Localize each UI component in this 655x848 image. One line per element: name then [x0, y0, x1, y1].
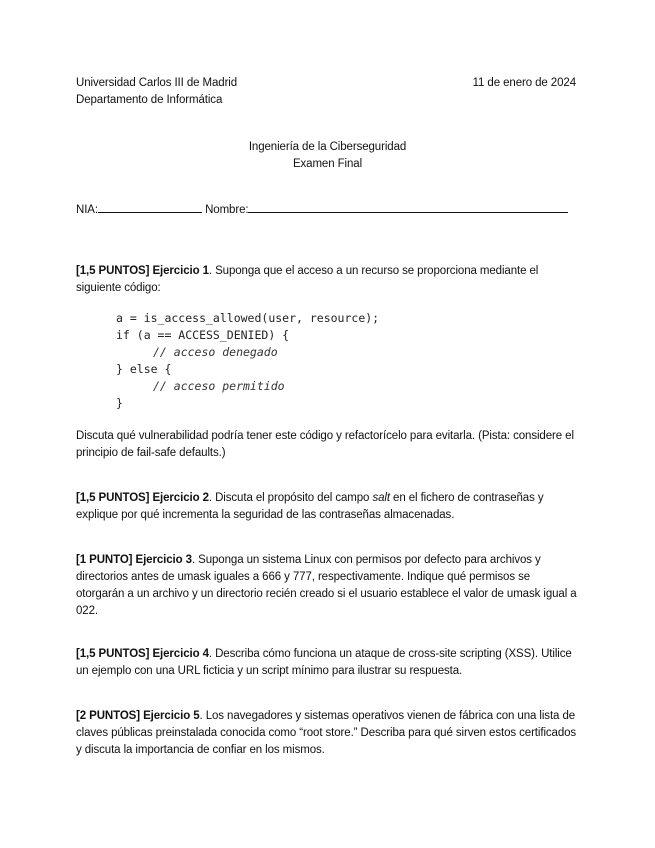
- exercise-5-points: [2 PUNTOS]: [76, 710, 140, 722]
- exercise-1-followup: Discuta qué vulnerabilidad podría tener este código y refactorícelo para evitarla. (Pista: considere el principio de fail-safe defaults.): [76, 430, 574, 459]
- exercise-2-text-after: en el fichero de contraseñas y explique por qué incrementa la seguridad de las contraseñas almacenadas.: [76, 492, 544, 521]
- exercise-3-label: Ejercicio 3: [135, 554, 192, 566]
- header-left: [76, 75, 237, 109]
- code-line-2: if (a == ACCESS_DENIED) {: [116, 328, 290, 342]
- exercise-4-label: Ejercicio 4: [152, 648, 209, 660]
- exercise-1-label: Ejercicio 1: [152, 265, 209, 277]
- university-name: Universidad Carlos III de Madrid: [76, 77, 238, 89]
- exercise-5-label: Ejercicio 5: [143, 710, 200, 722]
- exercise-2-points: [1,5 PUNTOS]: [76, 492, 150, 504]
- name-label: Nombre:: [205, 204, 249, 216]
- nia-blank: [98, 201, 202, 213]
- code-line-6: }: [116, 396, 123, 410]
- exercise-4-points: [1,5 PUNTOS]: [76, 648, 150, 660]
- exercise-5: [76, 708, 581, 759]
- exercise-4-text: . Describa cómo funciona un ataque de cross-site scripting (XSS). Utilice un ejemplo con una URL ficticia y un script mínimo para ilustrar su respuesta.: [76, 648, 572, 677]
- nia-label: NIA:: [76, 204, 98, 216]
- code-line-1: a = is_access_allowed(user, resource);: [116, 311, 380, 325]
- code-line-3: // acceso denegado: [153, 345, 278, 359]
- exercise-4: [76, 646, 581, 680]
- exercise-2-italic: salt: [372, 492, 390, 504]
- department-name: Departamento de Informática: [76, 94, 223, 106]
- exam-date: 11 de enero de 2024: [472, 77, 576, 89]
- title-block: [0, 139, 655, 173]
- exercise-2: [76, 490, 581, 524]
- exercise-3-text: . Suponga un sistema Linux con permisos por defecto para archivos y directorios antes de umask iguales a 666 y 777, respectivamente. Indique qué permisos se otorgarán a un archivo y un directorio recién creado si el usuario establece el valor de umask igual a 022.: [76, 554, 577, 617]
- code-line-5: // acceso permitido: [153, 379, 285, 393]
- course-title: Ingeniería de la Ciberseguridad: [248, 141, 407, 153]
- exam-title: Examen Final: [292, 158, 363, 170]
- exercise-2-label: Ejercicio 2: [152, 492, 209, 504]
- exercise-2-text-before: . Discuta el propósito del campo: [208, 492, 373, 504]
- exercise-5-text: . Los navegadores y sistemas operativos vienen de fábrica con una lista de claves públicas preinstalada conocida como “root store.” Describa para qué sirven estos certificados y discuta la importancia de confiar en los mismos.: [76, 710, 577, 756]
- code-block: [116, 310, 379, 412]
- exercise-1-points: [1,5 PUNTOS]: [76, 265, 150, 277]
- exercise-3-points: [1 PUNTO]: [76, 554, 133, 566]
- code-line-4: } else {: [116, 362, 172, 376]
- identification-line: [76, 201, 568, 219]
- exercise-1-text: . Suponga que el acceso a un recurso se proporciona mediante el siguiente código:: [76, 265, 539, 294]
- name-blank: [248, 201, 568, 213]
- exercise-1: [76, 263, 581, 297]
- exercise-3: [76, 552, 581, 620]
